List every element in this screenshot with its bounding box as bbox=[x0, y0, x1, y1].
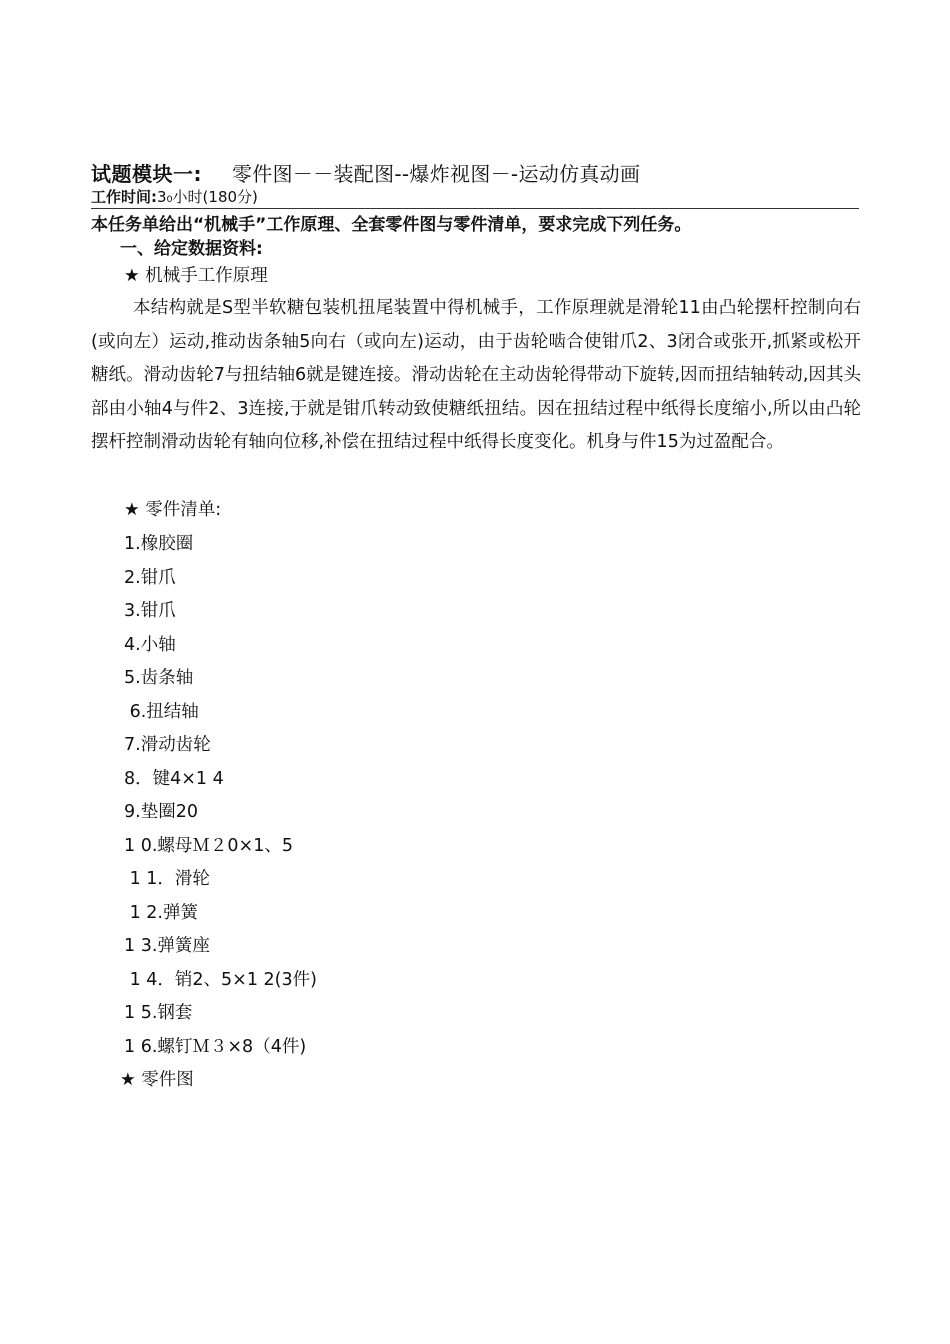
section-heading: 一、给定数据资料: bbox=[120, 239, 263, 259]
list-item: 1 1．滑轮 bbox=[124, 869, 210, 889]
drawings-heading: ★ 零件图 bbox=[120, 1070, 194, 1090]
list-item: 3.钳爪 bbox=[124, 601, 176, 621]
list-item: 9.垫圈20 bbox=[124, 802, 198, 822]
list-item: 1 2.弹簧 bbox=[124, 902, 198, 923]
principle-heading: ★ 机械手工作原理 bbox=[124, 266, 268, 286]
list-item: 1 5.钢套 bbox=[124, 1003, 193, 1023]
work-time bbox=[91, 186, 258, 207]
parts-list bbox=[124, 528, 317, 1064]
list-item: 2.钳爪 bbox=[124, 567, 176, 588]
list-item: 8．键4×1 4 bbox=[124, 768, 224, 789]
module-title-label: 试题模块一: bbox=[91, 162, 202, 186]
list-item: 1 6.螺钉Ｍ３×8（4件) bbox=[124, 1036, 307, 1057]
list-item: 1 4．销2、5×1 2(3件) bbox=[124, 969, 317, 990]
task-statement: 本任务单给出“机械手”工作原理、全套零件图与零件清单，要求完成下列任务。 bbox=[91, 215, 692, 235]
list-item: 4.小轴 bbox=[124, 634, 176, 655]
work-time-label: 工作时间: bbox=[91, 188, 157, 206]
list-item: 1.橡胶圈 bbox=[124, 534, 194, 554]
module-title bbox=[91, 158, 640, 187]
list-item: 1 0.螺母Ｍ２0×1、5 bbox=[124, 835, 293, 856]
header-divider bbox=[91, 208, 859, 209]
parts-list-heading: ★ 零件清单: bbox=[124, 500, 222, 520]
principle-paragraph: 本结构就是S型半软糖包装机扭尾装置中得机械手，工作原理就是滑轮11由凸轮摆杆控制向右(或向左）运动,推动齿条轴5向右（或向左)运动，由于齿轮啮合使钳爪2、3闭合或张开,抓紧或松开糖纸。滑动齿轮7与扭结轴6就是键连接。滑动齿轮在主动齿轮得带动下旋转,因而扭结轴转动,因其头部由小轴4与件2、3连接,于就是钳爪转动致使糖纸扭结。因在扭结过程中纸得长度缩小,所以由凸轮摆杆控制滑动齿轮有轴向位移,补偿在扭结过程中纸得长度变化。机身与件15为过盈配合。 bbox=[91, 298, 861, 452]
work-time-value: 3₀小时(180分) bbox=[157, 188, 258, 206]
list-item: 1 3.弹簧座 bbox=[124, 936, 210, 956]
list-item: 5.齿条轴 bbox=[124, 668, 194, 688]
list-item: 6.扭结轴 bbox=[124, 701, 199, 722]
module-title-text: 零件图－－装配图--爆炸视图－-运动仿真动画 bbox=[232, 162, 641, 186]
list-item: 7.滑动齿轮 bbox=[124, 735, 211, 755]
